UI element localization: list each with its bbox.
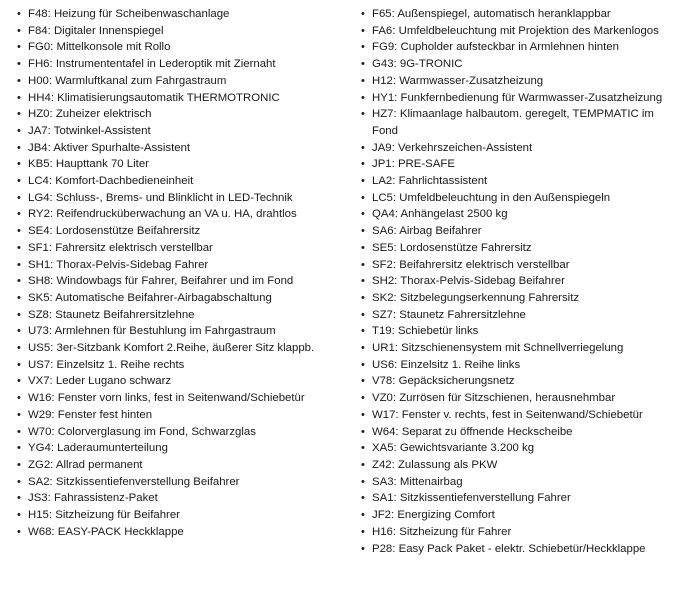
option-code-text: SF1: Fahrersitz elektrisch verstellbar	[28, 241, 213, 254]
bullet-icon: •	[361, 24, 365, 37]
bullet-icon: •	[361, 342, 365, 355]
bullet-icon: •	[361, 58, 365, 71]
option-list-item	[358, 457, 678, 474]
bullet-icon: •	[17, 308, 21, 321]
option-list-item	[358, 323, 678, 340]
bullet-icon: •	[361, 8, 365, 20]
bullet-icon: •	[361, 91, 365, 104]
option-code-text: VZ0: Zurrösen für Sitzschienen, herausnehmbar	[372, 392, 616, 405]
option-list-item	[14, 140, 344, 157]
option-list-item	[358, 373, 678, 390]
bullet-icon: •	[361, 425, 365, 438]
option-list-item	[14, 206, 344, 223]
option-list-item	[358, 173, 678, 190]
option-code-text: SA6: Airbag Beifahrer	[372, 225, 482, 238]
option-list-item	[14, 156, 344, 173]
option-list-item	[14, 90, 344, 107]
option-list-item	[358, 240, 678, 257]
option-list-item	[14, 240, 344, 257]
option-code-text: SK5: Automatische Beifahrer-Airbagabschaltung	[28, 291, 272, 304]
option-list-item	[14, 257, 344, 274]
bullet-icon: •	[361, 525, 365, 538]
option-code-text: SA2: Sitzkissentiefenverstellung Beifahrer	[28, 475, 240, 488]
option-code-text: JB4: Aktiver Spurhalte-Assistent	[28, 141, 191, 154]
option-list-item	[358, 390, 678, 407]
option-code-text: ZG2: Allrad permanent	[28, 458, 143, 471]
option-list-item	[14, 390, 344, 407]
bullet-icon: •	[17, 525, 21, 538]
option-list-item	[358, 440, 678, 457]
option-list-item	[358, 507, 678, 524]
bullet-icon: •	[17, 342, 21, 355]
option-code-text: US7: Einzelsitz 1. Reihe rechts	[28, 358, 185, 371]
bullet-icon: •	[17, 158, 21, 171]
option-list-item	[14, 524, 344, 541]
option-code-text: F65: Außenspiegel, automatisch heranklappbar	[372, 8, 611, 20]
option-code-text: FH6: Instrumententafel in Lederoptik mit Ziernaht	[28, 58, 276, 71]
bullet-icon: •	[17, 375, 21, 388]
bullet-icon: •	[361, 375, 365, 388]
bullet-icon: •	[361, 191, 365, 204]
option-code-text: FG0: Mittelkonsole mit Rollo	[28, 41, 171, 54]
option-code-text: Z42: Zulassung als PKW	[372, 458, 498, 471]
option-code-text: LC4: Komfort-Dachbedieneinheit	[28, 175, 194, 188]
option-list-item	[358, 307, 678, 324]
option-list-item	[14, 123, 344, 140]
option-code-text: US6: Einzelsitz 1. Reihe links	[372, 358, 521, 371]
option-list-item	[14, 23, 344, 40]
option-code-text: T19: Schiebetür links	[372, 325, 479, 338]
option-list-item	[14, 323, 344, 340]
option-code-text: H00: Warmluftkanal zum Fahrgastraum	[28, 74, 227, 87]
option-code-text: YG4: Laderaumunterteilung	[28, 442, 168, 455]
bullet-icon: •	[17, 8, 21, 20]
option-code-text: HY1: Funkfernbedienung für Warmwasser-Zusatzheizung	[372, 91, 663, 104]
bullet-icon: •	[361, 442, 365, 455]
option-code-text: HZ0: Zuheizer elektrisch	[28, 108, 152, 121]
bullet-icon: •	[361, 509, 365, 522]
bullet-icon: •	[361, 41, 365, 54]
bullet-icon: •	[17, 442, 21, 455]
option-code-text: H15: Sitzheizung für Beifahrer	[28, 509, 180, 522]
bullet-icon: •	[361, 158, 365, 171]
option-list-item	[358, 56, 678, 73]
option-code-text: W17: Fenster v. rechts, fest in Seitenwand/Schiebetür	[372, 408, 643, 421]
bullet-icon: •	[361, 492, 365, 505]
option-code-text: SH8: Windowbags für Fahrer, Beifahrer und im Fond	[28, 275, 294, 288]
option-code-text: W64: Separat zu öffnende Heckscheibe	[372, 425, 573, 438]
option-code-text: SF2: Beifahrersitz elektrisch verstellbar	[372, 258, 570, 271]
option-list-item	[14, 73, 344, 90]
bullet-icon: •	[17, 108, 21, 121]
option-list-item	[358, 23, 678, 40]
bullet-icon: •	[361, 392, 365, 405]
bullet-icon: •	[361, 225, 365, 238]
bullet-icon: •	[361, 108, 365, 121]
option-code-text: LA2: Fahrlichtassistent	[372, 175, 488, 188]
option-list-item	[358, 424, 678, 441]
bullet-icon: •	[17, 141, 21, 154]
option-list-item	[358, 407, 678, 424]
bullet-icon: •	[17, 425, 21, 438]
bullet-icon: •	[17, 175, 21, 188]
bullet-icon: •	[17, 124, 21, 137]
bullet-icon: •	[17, 24, 21, 37]
option-list-item	[14, 474, 344, 491]
option-code-text: QA4: Anhängelast 2500 kg	[372, 208, 508, 221]
option-code-text: LG4: Schluss-, Brems- und Blinklicht in LED-Technik	[28, 191, 293, 204]
option-code-text: XA5: Gewichtsvariante 3.200 kg	[372, 442, 535, 455]
option-code-text: W70: Colorverglasung im Fond, Schwarzglas	[28, 425, 256, 438]
bullet-icon: •	[17, 225, 21, 238]
option-list-item	[358, 106, 678, 139]
option-list-item	[358, 357, 678, 374]
bullet-icon: •	[17, 358, 21, 371]
bullet-icon: •	[361, 325, 365, 338]
bullet-icon: •	[17, 492, 21, 505]
option-code-text: F84: Digitaler Innenspiegel	[28, 24, 164, 37]
bullet-icon: •	[17, 58, 21, 71]
option-list-item	[358, 490, 678, 507]
bullet-icon: •	[361, 241, 365, 254]
option-list-item	[358, 223, 678, 240]
bullet-icon: •	[361, 141, 365, 154]
bullet-icon: •	[361, 74, 365, 87]
option-code-text: W16: Fenster vorn links, fest in Seitenwand/Schiebetür	[28, 392, 305, 405]
option-code-text: F48: Heizung für Scheibenwaschanlage	[28, 8, 230, 20]
option-code-text: P28: Easy Pack Paket - elektr. Schiebetür/Heckklappe	[372, 542, 646, 555]
option-code-text: W68: EASY-PACK Heckklappe	[28, 525, 184, 538]
option-code-text: HH4: Klimatisierungsautomatik THERMOTRONIC	[28, 91, 280, 104]
option-list-item	[14, 106, 344, 123]
option-code-text: V78: Gepäcksicherungsnetz	[372, 375, 515, 388]
option-code-text: SE5: Lordosenstütze Fahrersitz	[372, 241, 532, 254]
bullet-icon: •	[361, 291, 365, 304]
option-list-item	[14, 407, 344, 424]
option-code-text: H12: Warmwasser-Zusatzheizung	[372, 74, 544, 87]
option-code-text: SH1: Thorax-Pelvis-Sidebag Fahrer	[28, 258, 209, 271]
option-code-text: HZ7: Klimaanlage halbautom. geregelt, TEMPMATIC im Fond	[372, 108, 654, 137]
option-list-item	[14, 424, 344, 441]
option-code-text: FA6: Umfeldbeleuchtung mit Projektion des Markenlogos	[372, 24, 659, 37]
option-list-item	[358, 340, 678, 357]
bullet-icon: •	[17, 475, 21, 488]
option-list-item	[358, 257, 678, 274]
option-list-item	[14, 357, 344, 374]
option-list-item	[358, 90, 678, 107]
option-code-text: FG9: Cupholder aufsteckbar in Armlehnen hinten	[372, 41, 619, 54]
option-list-item	[14, 290, 344, 307]
option-code-text: SA3: Mittenairbag	[372, 475, 463, 488]
bullet-icon: •	[17, 74, 21, 87]
option-list-item	[14, 6, 344, 23]
option-code-text: W29: Fenster fest hinten	[28, 408, 153, 421]
bullet-icon: •	[17, 509, 21, 522]
option-list-item	[14, 457, 344, 474]
option-list-item	[14, 223, 344, 240]
option-list-item	[14, 373, 344, 390]
option-code-text: RY2: Reifendrucküberwachung an VA u. HA, drahtlos	[28, 208, 297, 221]
option-list-item	[358, 206, 678, 223]
bullet-icon: •	[17, 325, 21, 338]
option-code-text: SA1: Sitzkissentiefenverstellung Fahrer	[372, 492, 571, 505]
option-list-item	[358, 140, 678, 157]
option-list-item	[358, 273, 678, 290]
bullet-icon: •	[17, 291, 21, 304]
bullet-icon: •	[17, 208, 21, 221]
option-code-text: H16: Sitzheizung für Fahrer	[372, 525, 512, 538]
option-list-item	[358, 541, 678, 558]
option-code-text: JS3: Fahrassistenz-Paket	[28, 492, 158, 505]
option-list-item	[14, 307, 344, 324]
bullet-icon: •	[17, 275, 21, 288]
option-code-text: SH2: Thorax-Pelvis-Sidebag Beifahrer	[372, 275, 565, 288]
bullet-icon: •	[361, 275, 365, 288]
option-code-text: US5: 3er-Sitzbank Komfort 2.Reihe, äußerer Sitz klappb.	[28, 342, 315, 355]
option-list-item	[358, 6, 678, 23]
option-list-item	[358, 190, 678, 207]
bullet-icon: •	[361, 358, 365, 371]
option-code-text: JP1: PRE-SAFE	[372, 158, 455, 171]
bullet-icon: •	[17, 41, 21, 54]
option-list-left-column	[14, 6, 344, 541]
option-code-text: VX7: Leder Lugano schwarz	[28, 375, 172, 388]
bullet-icon: •	[361, 175, 365, 188]
bullet-icon: •	[361, 542, 365, 555]
option-list-item	[14, 56, 344, 73]
bullet-icon: •	[17, 258, 21, 271]
option-code-text: JF2: Energizing Comfort	[372, 509, 495, 522]
option-code-text: UR1: Sitzschienensystem mit Schnellverriegelung	[372, 342, 624, 355]
option-list-item	[14, 173, 344, 190]
option-list-item	[358, 474, 678, 491]
option-list-item	[14, 39, 344, 56]
option-code-text: SE4: Lordosenstütze Beifahrersitz	[28, 225, 201, 238]
option-list-item	[358, 73, 678, 90]
option-list-right-column	[358, 6, 678, 557]
option-code-text: SK2: Sitzbelegungserkennung Fahrersitz	[372, 291, 580, 304]
option-code-text: G43: 9G-TRONIC	[372, 58, 463, 71]
bullet-icon: •	[361, 475, 365, 488]
option-list-item	[358, 290, 678, 307]
bullet-icon: •	[17, 241, 21, 254]
option-code-text: JA9: Verkehrszeichen-Assistent	[372, 141, 533, 154]
bullet-icon: •	[361, 308, 365, 321]
option-code-text: SZ7: Staunetz Fahrersitzlehne	[372, 308, 526, 321]
option-list-item	[358, 524, 678, 541]
option-list-item	[14, 490, 344, 507]
bullet-icon: •	[17, 392, 21, 405]
bullet-icon: •	[17, 458, 21, 471]
option-list-item	[14, 440, 344, 457]
option-code-text: SZ8: Staunetz Beifahrersitzlehne	[28, 308, 195, 321]
option-list-item	[14, 340, 344, 357]
option-code-text: U73: Armlehnen für Bestuhlung im Fahrgastraum	[28, 325, 276, 338]
bullet-icon: •	[361, 208, 365, 221]
option-code-text: KB5: Haupttank 70 Liter	[28, 158, 149, 171]
option-list-item	[14, 273, 344, 290]
bullet-icon: •	[361, 408, 365, 421]
option-list-item	[14, 190, 344, 207]
option-list-item	[358, 39, 678, 56]
bullet-icon: •	[361, 258, 365, 271]
option-code-text: JA7: Totwinkel-Assistent	[28, 124, 151, 137]
option-code-text: LC5: Umfeldbeleuchtung in den Außenspiegeln	[372, 191, 611, 204]
bullet-icon: •	[17, 191, 21, 204]
bullet-icon: •	[17, 408, 21, 421]
bullet-icon: •	[17, 91, 21, 104]
bullet-icon: •	[361, 458, 365, 471]
option-list-item	[358, 156, 678, 173]
option-list-item	[14, 507, 344, 524]
